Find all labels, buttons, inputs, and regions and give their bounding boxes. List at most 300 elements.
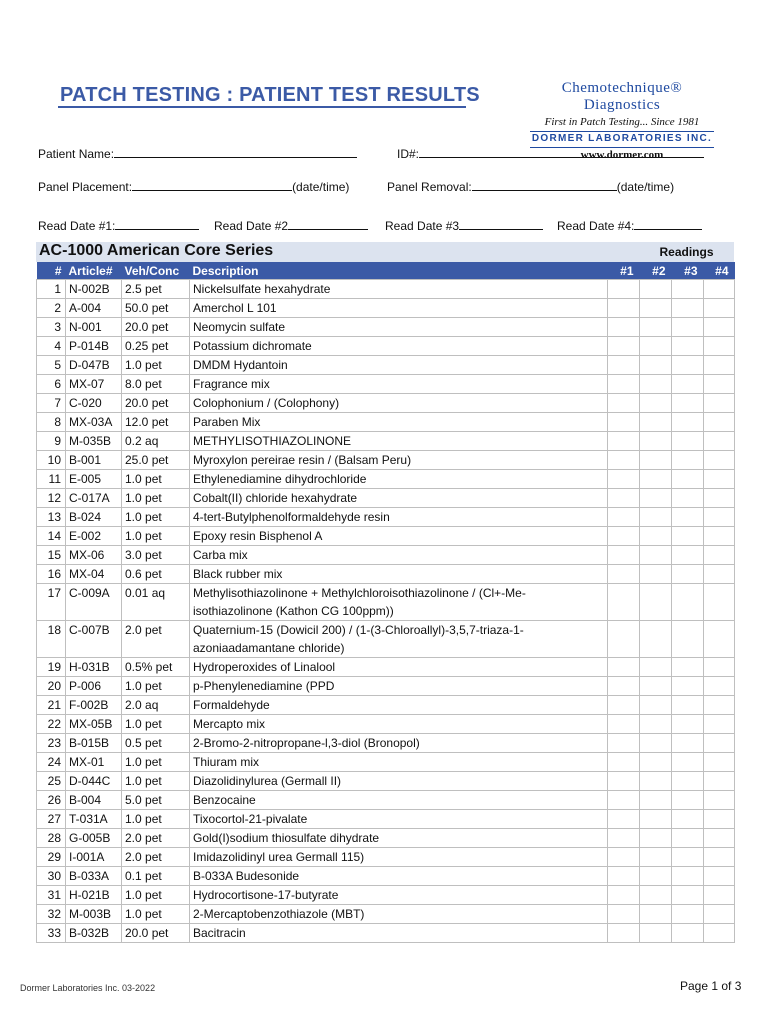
- reading-3-cell[interactable]: [672, 470, 704, 489]
- row-description: p-Phenylenediamine (PPD: [190, 677, 608, 696]
- results-table: [36, 262, 735, 943]
- row-veh-conc: 1.0 pet: [122, 470, 190, 489]
- row-veh-conc: 12.0 pet: [122, 413, 190, 432]
- row-article: P-006: [66, 677, 122, 696]
- reading-3-cell[interactable]: [672, 829, 704, 848]
- table-row: [37, 318, 735, 337]
- reading-4-cell[interactable]: [704, 527, 735, 546]
- reading-3-cell[interactable]: [672, 791, 704, 810]
- row-veh-conc: 1.0 pet: [122, 886, 190, 905]
- reading-2-cell[interactable]: [640, 791, 672, 810]
- reading-4-cell[interactable]: [704, 394, 735, 413]
- row-number: 21: [37, 696, 66, 715]
- row-veh-conc: 1.0 pet: [122, 715, 190, 734]
- reading-1-cell[interactable]: [608, 356, 640, 375]
- row-number: 26: [37, 791, 66, 810]
- table-row: [37, 848, 735, 867]
- reading-2-cell[interactable]: [640, 546, 672, 565]
- reading-1-cell[interactable]: [608, 905, 640, 924]
- reading-3-cell[interactable]: [672, 337, 704, 356]
- col-header-reading-1: #1: [620, 263, 634, 278]
- row-description: Neomycin sulfate: [190, 318, 608, 337]
- reading-4-cell[interactable]: [704, 356, 735, 375]
- row-number: 23: [37, 734, 66, 753]
- table-row: [37, 810, 735, 829]
- reading-2-cell[interactable]: [640, 772, 672, 791]
- reading-2-cell[interactable]: [640, 318, 672, 337]
- table-row: [37, 565, 735, 584]
- reading-2-cell[interactable]: [640, 432, 672, 451]
- row-description: Gold(I)sodium thiosulfate dihydrate: [190, 829, 608, 848]
- reading-4-cell[interactable]: [704, 470, 735, 489]
- row-number: 17: [37, 584, 66, 621]
- reading-4-cell[interactable]: [704, 753, 735, 772]
- reading-2-cell[interactable]: [640, 565, 672, 584]
- table-row: [37, 867, 735, 886]
- reading-3-cell[interactable]: [672, 565, 704, 584]
- reading-3-cell[interactable]: [672, 508, 704, 527]
- row-veh-conc: 1.0 pet: [122, 905, 190, 924]
- readings-label: Readings: [659, 245, 714, 259]
- reading-1-cell[interactable]: [608, 584, 640, 621]
- reading-4-cell[interactable]: [704, 299, 735, 318]
- reading-1-cell[interactable]: [608, 886, 640, 905]
- reading-2-cell[interactable]: [640, 829, 672, 848]
- reading-2-cell[interactable]: [640, 489, 672, 508]
- read-date-1-label: Read Date #1:: [38, 219, 116, 233]
- row-veh-conc: 1.0 pet: [122, 489, 190, 508]
- col-header-number: #: [54, 263, 62, 278]
- row-description: Hydroperoxides of Linalool: [190, 658, 608, 677]
- row-number: 19: [37, 658, 66, 677]
- row-article: N-001: [66, 318, 122, 337]
- reading-3-cell[interactable]: [672, 432, 704, 451]
- reading-2-cell[interactable]: [640, 470, 672, 489]
- reading-1-cell[interactable]: [608, 337, 640, 356]
- reading-3-cell[interactable]: [672, 527, 704, 546]
- reading-3-cell[interactable]: [672, 356, 704, 375]
- read-date-3-field[interactable]: [385, 218, 543, 233]
- panel-placement-suffix: (date/time): [292, 180, 350, 194]
- row-number: 8: [37, 413, 66, 432]
- reading-1-cell[interactable]: [608, 565, 640, 584]
- row-number: 20: [37, 677, 66, 696]
- row-veh-conc: 20.0 pet: [122, 394, 190, 413]
- reading-1-cell[interactable]: [608, 375, 640, 394]
- row-number: 24: [37, 753, 66, 772]
- row-description: [190, 621, 608, 658]
- table-row: [37, 791, 735, 810]
- reading-4-cell[interactable]: [704, 451, 735, 470]
- row-number: 14: [37, 527, 66, 546]
- row-number: 13: [37, 508, 66, 527]
- reading-3-cell[interactable]: [672, 715, 704, 734]
- row-number: 18: [37, 621, 66, 658]
- row-number: 30: [37, 867, 66, 886]
- read-date-4-label: Read Date #4:: [557, 219, 635, 233]
- row-description: Nickelsulfate hexahydrate: [190, 280, 608, 299]
- reading-4-cell[interactable]: [704, 772, 735, 791]
- row-article: P-014B: [66, 337, 122, 356]
- reading-3-cell[interactable]: [672, 375, 704, 394]
- patient-name-label: Patient Name:: [38, 147, 115, 161]
- reading-3-cell[interactable]: [672, 299, 704, 318]
- id-line[interactable]: [419, 146, 704, 158]
- table-row: [37, 829, 735, 848]
- row-veh-conc: 1.0 pet: [122, 527, 190, 546]
- row-number: 11: [37, 470, 66, 489]
- row-number: 31: [37, 886, 66, 905]
- reading-1-cell[interactable]: [608, 508, 640, 527]
- reading-3-cell[interactable]: [672, 318, 704, 337]
- footer-company: Dormer Laboratories Inc. 03-2022: [20, 983, 156, 993]
- series-title: AC-1000 American Core Series: [39, 242, 274, 259]
- table-row: [37, 715, 735, 734]
- read-date-3-label: Read Date #3: [385, 219, 460, 233]
- reading-1-cell[interactable]: [608, 318, 640, 337]
- reading-4-cell[interactable]: [704, 867, 735, 886]
- row-veh-conc: 0.5 pet: [122, 734, 190, 753]
- read-date-4-field[interactable]: [557, 218, 702, 233]
- panel-removal-suffix: (date/time): [616, 180, 675, 194]
- reading-3-cell[interactable]: [672, 810, 704, 829]
- row-article: MX-01: [66, 753, 122, 772]
- row-number: 7: [37, 394, 66, 413]
- reading-1-cell[interactable]: [608, 394, 640, 413]
- reading-2-cell[interactable]: [640, 451, 672, 470]
- row-article: D-047B: [66, 356, 122, 375]
- row-number: 3: [37, 318, 66, 337]
- reading-2-cell[interactable]: [640, 734, 672, 753]
- reading-4-cell[interactable]: [704, 621, 735, 658]
- row-article: A-004: [66, 299, 122, 318]
- row-description: Cobalt(II) chloride hexahydrate: [190, 489, 608, 508]
- reading-1-cell[interactable]: [608, 696, 640, 715]
- col-header-reading-3: #3: [684, 263, 698, 278]
- reading-1-cell[interactable]: [608, 621, 640, 658]
- reading-1-cell[interactable]: [608, 280, 640, 299]
- table-row: [37, 658, 735, 677]
- table-row: [37, 886, 735, 905]
- reading-3-cell[interactable]: [672, 584, 704, 621]
- reading-1-cell[interactable]: [608, 299, 640, 318]
- read-date-2-line[interactable]: [288, 218, 368, 230]
- table-row: [37, 677, 735, 696]
- row-article: MX-04: [66, 565, 122, 584]
- reading-3-cell[interactable]: [672, 867, 704, 886]
- reading-3-cell[interactable]: [672, 886, 704, 905]
- row-article: E-005: [66, 470, 122, 489]
- row-article: H-031B: [66, 658, 122, 677]
- reading-1-cell[interactable]: [608, 432, 640, 451]
- reading-3-cell[interactable]: [672, 753, 704, 772]
- reading-4-cell[interactable]: [704, 905, 735, 924]
- row-description: METHYLISOTHIAZOLINONE: [190, 432, 608, 451]
- reading-2-cell[interactable]: [640, 337, 672, 356]
- row-description: Formaldehyde: [190, 696, 608, 715]
- reading-2-cell[interactable]: [640, 905, 672, 924]
- reading-4-cell[interactable]: [704, 848, 735, 867]
- row-description: Potassium dichromate: [190, 337, 608, 356]
- row-number: 16: [37, 565, 66, 584]
- reading-1-cell[interactable]: [608, 829, 640, 848]
- row-description: 2-Bromo-2-nitropropane-l,3-diol (Bronopol): [190, 734, 608, 753]
- table-row: [37, 546, 735, 565]
- row-veh-conc: 0.6 pet: [122, 565, 190, 584]
- row-veh-conc: 1.0 pet: [122, 810, 190, 829]
- reading-4-cell[interactable]: [704, 829, 735, 848]
- row-article: F-002B: [66, 696, 122, 715]
- reading-4-cell[interactable]: [704, 658, 735, 677]
- reading-1-cell[interactable]: [608, 810, 640, 829]
- reading-3-cell[interactable]: [672, 905, 704, 924]
- row-description-line: isothiazolinone (Kathon CG 100ppm)): [193, 604, 394, 618]
- row-number: 4: [37, 337, 66, 356]
- row-description: 2-Mercaptobenzothiazole (MBT): [190, 905, 608, 924]
- reading-4-cell[interactable]: [704, 318, 735, 337]
- row-description: Paraben Mix: [190, 413, 608, 432]
- row-number: 12: [37, 489, 66, 508]
- reading-4-cell[interactable]: [704, 565, 735, 584]
- panel-placement-field[interactable]: [38, 179, 349, 194]
- reading-4-cell[interactable]: [704, 810, 735, 829]
- table-row: [37, 489, 735, 508]
- row-veh-conc: 50.0 pet: [122, 299, 190, 318]
- row-article: T-031A: [66, 810, 122, 829]
- table-row: [37, 451, 735, 470]
- table-row: [37, 734, 735, 753]
- reading-2-cell[interactable]: [640, 413, 672, 432]
- reading-2-cell[interactable]: [640, 924, 672, 943]
- reading-1-cell[interactable]: [608, 451, 640, 470]
- reading-4-cell[interactable]: [704, 546, 735, 565]
- reading-2-cell[interactable]: [640, 810, 672, 829]
- row-veh-conc: 0.01 aq: [122, 584, 190, 621]
- reading-3-cell[interactable]: [672, 451, 704, 470]
- reading-4-cell[interactable]: [704, 886, 735, 905]
- id-field[interactable]: [397, 146, 704, 161]
- table-row: [37, 337, 735, 356]
- reading-4-cell[interactable]: [704, 696, 735, 715]
- row-article: B-015B: [66, 734, 122, 753]
- reading-2-cell[interactable]: [640, 375, 672, 394]
- reading-3-cell[interactable]: [672, 848, 704, 867]
- reading-2-cell[interactable]: [640, 753, 672, 772]
- reading-1-cell[interactable]: [608, 677, 640, 696]
- reading-1-cell[interactable]: [608, 489, 640, 508]
- row-veh-conc: 2.0 aq: [122, 696, 190, 715]
- reading-4-cell[interactable]: [704, 791, 735, 810]
- reading-1-cell[interactable]: [608, 791, 640, 810]
- page-number: Page 1 of 3: [680, 979, 742, 993]
- reading-2-cell[interactable]: [640, 508, 672, 527]
- row-article: MX-05B: [66, 715, 122, 734]
- reading-2-cell[interactable]: [640, 696, 672, 715]
- reading-1-cell[interactable]: [608, 753, 640, 772]
- reading-1-cell[interactable]: [608, 546, 640, 565]
- row-veh-conc: 0.1 pet: [122, 867, 190, 886]
- reading-2-cell[interactable]: [640, 621, 672, 658]
- reading-1-cell[interactable]: [608, 413, 640, 432]
- patient-name-field[interactable]: [38, 146, 357, 161]
- table-row: [37, 508, 735, 527]
- logo-url: www.dormer.com: [580, 149, 664, 161]
- row-veh-conc: 20.0 pet: [122, 318, 190, 337]
- reading-4-cell[interactable]: [704, 715, 735, 734]
- row-number: 15: [37, 546, 66, 565]
- reading-4-cell[interactable]: [704, 677, 735, 696]
- row-description: Colophonium / (Colophony): [190, 394, 608, 413]
- reading-2-cell[interactable]: [640, 658, 672, 677]
- row-article: E-002: [66, 527, 122, 546]
- reading-4-cell[interactable]: [704, 337, 735, 356]
- col-header-article: Article#: [68, 263, 113, 278]
- reading-3-cell[interactable]: [672, 734, 704, 753]
- reading-1-cell[interactable]: [608, 470, 640, 489]
- row-number: 27: [37, 810, 66, 829]
- row-description-line: Quaternium-15 (Dowicil 200) / (1-(3-Chloroallyl)-3,5,7-triaza-1-: [193, 623, 524, 637]
- col-header-reading-4: #4: [715, 263, 729, 278]
- row-veh-conc: 1.0 pet: [122, 772, 190, 791]
- patient-name-line[interactable]: [114, 146, 357, 158]
- reading-3-cell[interactable]: [672, 621, 704, 658]
- reading-1-cell[interactable]: [608, 715, 640, 734]
- reading-2-cell[interactable]: [640, 299, 672, 318]
- read-date-1-field[interactable]: [38, 218, 199, 233]
- reading-3-cell[interactable]: [672, 677, 704, 696]
- row-article: M-035B: [66, 432, 122, 451]
- table-row: [37, 413, 735, 432]
- title-underline: [58, 106, 466, 108]
- reading-3-cell[interactable]: [672, 772, 704, 791]
- reading-2-cell[interactable]: [640, 715, 672, 734]
- reading-3-cell[interactable]: [672, 489, 704, 508]
- reading-3-cell[interactable]: [672, 413, 704, 432]
- table-row: [37, 527, 735, 546]
- reading-2-cell[interactable]: [640, 867, 672, 886]
- reading-2-cell[interactable]: [640, 527, 672, 546]
- reading-3-cell[interactable]: [672, 658, 704, 677]
- col-header-description: Description: [192, 263, 259, 278]
- table-row: [37, 299, 735, 318]
- reading-4-cell[interactable]: [704, 413, 735, 432]
- row-veh-conc: 2.5 pet: [122, 280, 190, 299]
- reading-3-cell[interactable]: [672, 546, 704, 565]
- table-row: [37, 280, 735, 299]
- reading-3-cell[interactable]: [672, 696, 704, 715]
- reading-2-cell[interactable]: [640, 886, 672, 905]
- read-date-4-line[interactable]: [634, 218, 702, 230]
- read-date-2-field[interactable]: [214, 218, 368, 233]
- read-date-2-label: Read Date #2: [214, 219, 289, 233]
- row-description: Ethylenediamine dihydrochloride: [190, 470, 608, 489]
- reading-2-cell[interactable]: [640, 677, 672, 696]
- reading-3-cell[interactable]: [672, 924, 704, 943]
- reading-2-cell[interactable]: [640, 584, 672, 621]
- reading-2-cell[interactable]: [640, 356, 672, 375]
- reading-1-cell[interactable]: [608, 848, 640, 867]
- row-description: Imidazolidinyl urea Germall 115): [190, 848, 608, 867]
- table-row: [37, 394, 735, 413]
- row-article: H-021B: [66, 886, 122, 905]
- reading-2-cell[interactable]: [640, 280, 672, 299]
- logo-divider: [530, 131, 714, 132]
- row-article: C-007B: [66, 621, 122, 658]
- row-description: Epoxy resin Bisphenol A: [190, 527, 608, 546]
- row-description: DMDM Hydantoin: [190, 356, 608, 375]
- logo-brand: Chemotechnique® Diagnostics: [561, 80, 683, 113]
- read-date-3-line[interactable]: [459, 218, 543, 230]
- panel-removal-line[interactable]: [472, 179, 617, 191]
- row-number: 5: [37, 356, 66, 375]
- table-row: [37, 753, 735, 772]
- row-number: 33: [37, 924, 66, 943]
- panel-removal-field[interactable]: [387, 179, 674, 194]
- row-description: Benzocaine: [190, 791, 608, 810]
- reading-4-cell[interactable]: [704, 432, 735, 451]
- col-header-reading-2: #2: [652, 263, 666, 278]
- row-number: 9: [37, 432, 66, 451]
- row-veh-conc: 8.0 pet: [122, 375, 190, 394]
- reading-1-cell[interactable]: [608, 527, 640, 546]
- row-description: Mercapto mix: [190, 715, 608, 734]
- reading-4-cell[interactable]: [704, 489, 735, 508]
- row-veh-conc: 1.0 pet: [122, 508, 190, 527]
- row-veh-conc: 2.0 pet: [122, 848, 190, 867]
- row-article: N-002B: [66, 280, 122, 299]
- table-row: [37, 470, 735, 489]
- read-date-1-line[interactable]: [115, 218, 199, 230]
- row-article: G-005B: [66, 829, 122, 848]
- row-veh-conc: 5.0 pet: [122, 791, 190, 810]
- row-article: MX-07: [66, 375, 122, 394]
- reading-1-cell[interactable]: [608, 772, 640, 791]
- row-article: C-020: [66, 394, 122, 413]
- row-number: 25: [37, 772, 66, 791]
- reading-4-cell[interactable]: [704, 584, 735, 621]
- reading-2-cell[interactable]: [640, 394, 672, 413]
- row-number: 28: [37, 829, 66, 848]
- col-header-veh-conc: Veh/Conc: [124, 263, 180, 278]
- reading-4-cell[interactable]: [704, 924, 735, 943]
- table-row: [37, 905, 735, 924]
- reading-4-cell[interactable]: [704, 280, 735, 299]
- row-description: Amerchol L 101: [190, 299, 608, 318]
- row-description: 4-tert-Butylphenolformaldehyde resin: [190, 508, 608, 527]
- row-description: [190, 584, 608, 621]
- reading-1-cell[interactable]: [608, 924, 640, 943]
- reading-2-cell[interactable]: [640, 848, 672, 867]
- reading-4-cell[interactable]: [704, 734, 735, 753]
- reading-3-cell[interactable]: [672, 394, 704, 413]
- reading-1-cell[interactable]: [608, 867, 640, 886]
- row-article: I-001A: [66, 848, 122, 867]
- table-row: [37, 924, 735, 943]
- row-veh-conc: 25.0 pet: [122, 451, 190, 470]
- row-description: Hydrocortisone-17-butyrate: [190, 886, 608, 905]
- reading-1-cell[interactable]: [608, 734, 640, 753]
- table-row: [37, 375, 735, 394]
- row-article: B-001: [66, 451, 122, 470]
- reading-4-cell[interactable]: [704, 508, 735, 527]
- reading-3-cell[interactable]: [672, 280, 704, 299]
- results-table-section: [36, 242, 734, 943]
- row-veh-conc: 1.0 pet: [122, 356, 190, 375]
- reading-4-cell[interactable]: [704, 375, 735, 394]
- reading-1-cell[interactable]: [608, 658, 640, 677]
- panel-placement-line[interactable]: [132, 179, 292, 191]
- row-description: B-033A Budesonide: [190, 867, 608, 886]
